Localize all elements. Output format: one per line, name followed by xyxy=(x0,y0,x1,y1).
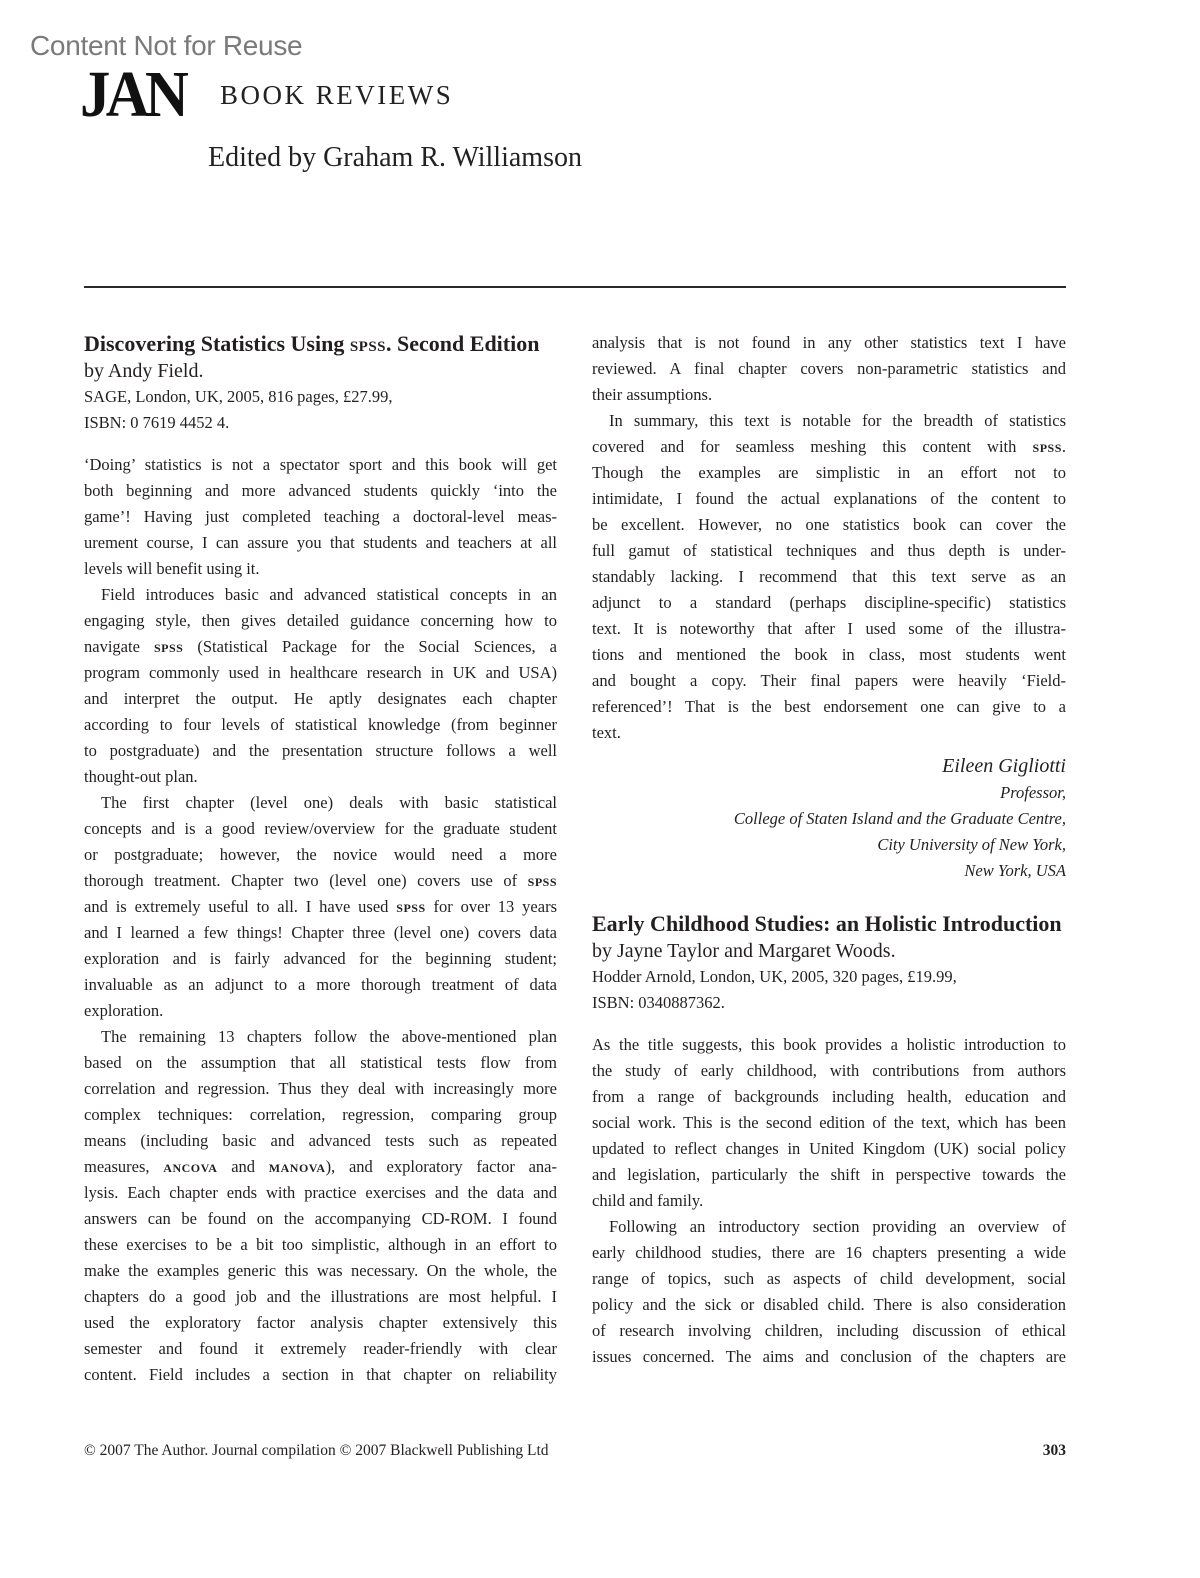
text-line: thorough treatment. Chapter two (level one) covers use of spss xyxy=(84,871,557,890)
text-line: answers can be found on the accompanying CD-ROM. I found xyxy=(84,1209,557,1228)
text-line: these exercises to be a bit too simplistic, although in an effort to xyxy=(84,1235,557,1254)
section-title: BOOK REVIEWS xyxy=(220,80,454,110)
text-line: The remaining 13 chapters follow the above-mentioned plan xyxy=(101,1027,557,1046)
acronym: spss xyxy=(527,871,557,890)
text-line: make the examples generic this was necessary. On the whole, the xyxy=(84,1261,557,1280)
text-line: lysis. Each chapter ends with practice exercises and the data and xyxy=(84,1183,557,1202)
review-body-left xyxy=(84,452,557,1388)
text-line: The first chapter (level one) deals with basic statistical xyxy=(101,793,557,812)
text-line: full gamut of statistical techniques and thus depth is under- xyxy=(592,541,1066,560)
text-line: or postgraduate; however, the novice would need a more xyxy=(84,845,557,864)
text-line: ‘Doing’ statistics is not a spectator sport and this book will get xyxy=(84,455,557,474)
text-line: correlation and regression. Thus they deal with increasingly more xyxy=(84,1079,557,1098)
acronym: spss xyxy=(153,637,184,656)
text-line: updated to reflect changes in United Kingdom (UK) social policy xyxy=(592,1139,1066,1158)
text-line: Following an introductory section providing an overview of xyxy=(609,1217,1066,1236)
text-line: policy and the sick or disabled child. There is also consideration xyxy=(592,1295,1066,1314)
text-line: measures, ancova and manova), and exploratory factor ana- xyxy=(84,1157,557,1176)
editor-credit: Edited by Graham R. Williamson xyxy=(208,142,582,173)
text-line: both beginning and more advanced students quickly ‘into the xyxy=(84,481,557,500)
text-line: be excellent. However, no one statistics book can cover the xyxy=(592,515,1066,534)
text-line: As the title suggests, this book provides a holistic introduction to xyxy=(592,1035,1066,1054)
text-line: issues concerned. The aims and conclusion of the chapters are xyxy=(592,1347,1066,1366)
text-line: based on the assumption that all statistical tests flow from xyxy=(84,1053,557,1072)
text-line: standably lacking. I recommend that this text serve as an xyxy=(592,567,1066,586)
review-body xyxy=(592,1032,1066,1370)
page-number: 303 xyxy=(1042,1442,1066,1459)
text-line: tions and mentioned the book in class, most students went xyxy=(592,645,1066,664)
text-line: analysis that is not found in any other statistics text I have xyxy=(592,333,1066,352)
text-line: levels will benefit using it. xyxy=(84,559,260,578)
isbn: ISBN: 0 7619 4452 4. xyxy=(84,413,230,432)
text-line: covered and for seamless meshing this content with spss. xyxy=(592,437,1066,456)
text-line: text. xyxy=(592,723,621,742)
text-line: chapters do a good job and the illustrations are most helpful. I xyxy=(84,1287,557,1306)
text-line: exploration. xyxy=(84,1001,164,1020)
text-line: Field introduces basic and advanced statistical concepts in an xyxy=(101,585,557,604)
publisher-info: SAGE, London, UK, 2005, 816 pages, £27.99, xyxy=(84,387,393,406)
reviewer-name: Eileen Gigliotti xyxy=(942,755,1066,777)
text-line: the study of early childhood, with contributions from authors xyxy=(592,1061,1066,1080)
header-divider xyxy=(84,286,1066,288)
text-line: early childhood studies, there are 16 chapters presenting a wide xyxy=(592,1243,1066,1262)
text-line: urement course, I can assure you that students and teachers at all xyxy=(84,533,557,552)
text-line: social work. This is the second edition of the text, which has been xyxy=(592,1113,1066,1132)
reviewer-affiliation-line: City University of New York, xyxy=(877,835,1066,854)
page-footer xyxy=(84,1442,1066,1460)
journal-logo: JAN xyxy=(80,58,185,131)
reviewer-affiliation-line: New York, USA xyxy=(964,861,1066,880)
text-line: to postgraduate) and the presentation structure follows a well xyxy=(84,741,557,760)
text-line: from a range of backgrounds including health, education and xyxy=(592,1087,1066,1106)
column-right xyxy=(592,330,1066,1370)
column-left xyxy=(84,330,557,1388)
text-line: referenced’! That is the best endorsement one can give to a xyxy=(592,697,1066,716)
review-2 xyxy=(592,910,1066,1370)
text-line: text. It is noteworthy that after I used some of the illustra- xyxy=(592,619,1066,638)
text-line: reviewed. A final chapter covers non-parametric statistics and xyxy=(592,359,1066,378)
text-line: engaging style, then gives detailed guidance concerning how to xyxy=(84,611,557,630)
text-line: game’! Having just completed teaching a doctoral-level meas- xyxy=(84,507,557,526)
text-line: thought-out plan. xyxy=(84,767,198,786)
text-line: and I learned a few things! Chapter three (level one) covers data xyxy=(84,923,557,942)
text-line: range of topics, such as aspects of child development, social xyxy=(592,1269,1066,1288)
review-title xyxy=(84,330,557,358)
reviewer-affiliation-line: Professor, xyxy=(1000,783,1066,802)
acronym: manova xyxy=(268,1157,326,1176)
text-line: and interpret the output. He aptly designates each chapter xyxy=(84,689,557,708)
copyright-notice: © 2007 The Author. Journal compilation © 2007 Blackwell Publishing Ltd xyxy=(84,1442,549,1459)
text-line: of research involving children, including discussion of ethical xyxy=(592,1321,1066,1340)
text-line: content. Field includes a section in that chapter on reliability xyxy=(84,1365,557,1384)
text-line: adjunct to a standard (perhaps discipline-specific) statistics xyxy=(592,593,1066,612)
text-line: semester and found it extremely reader-friendly with clear xyxy=(84,1339,557,1358)
title-text: Discovering Statistics Using xyxy=(84,331,350,356)
text-line: and legislation, particularly the shift in perspective towards the xyxy=(592,1165,1066,1184)
text-line: intimidate, I found the actual explanations of the content to xyxy=(592,489,1066,508)
reviewer-affiliation-line: College of Staten Island and the Graduate Centre, xyxy=(733,809,1066,828)
title-acronym: spss xyxy=(349,331,387,356)
acronym: spss xyxy=(1032,437,1062,456)
text-line: Though the examples are simplistic in an effort not to xyxy=(592,463,1066,482)
text-line: complex techniques: correlation, regression, comparing group xyxy=(84,1105,557,1124)
text-line: navigate spss (Statistical Package for the Social Sciences, a xyxy=(84,637,558,656)
title-text-suffix: . Second Edition xyxy=(386,331,540,356)
acronym: ancova xyxy=(163,1157,218,1176)
text-line: means (including basic and advanced tests such as repeated xyxy=(84,1131,557,1150)
reviewer-signature xyxy=(592,752,1066,884)
publisher-info: Hodder Arnold, London, UK, 2005, 320 pages, £19.99, xyxy=(592,967,957,986)
text-line: exploration and is fairly advanced for the beginning student; xyxy=(84,949,557,968)
text-line: and is extremely useful to all. I have used spss for over 13 years xyxy=(84,897,557,916)
text-line: child and family. xyxy=(592,1191,704,1210)
text-line: their assumptions. xyxy=(592,385,713,404)
text-line: and bought a copy. Their final papers were heavily ‘Field- xyxy=(592,671,1066,690)
watermark: Content Not for Reuse xyxy=(30,30,303,61)
text-line: concepts and is a good review/overview for the graduate student xyxy=(84,819,557,838)
isbn: ISBN: 0340887362. xyxy=(592,993,725,1012)
review-body-right xyxy=(592,330,1066,746)
acronym: spss xyxy=(396,897,426,916)
review-author: by Jayne Taylor and Margaret Woods. xyxy=(592,940,896,962)
text-line: program commonly used in healthcare research in UK and USA) xyxy=(84,663,557,682)
review-author: by Andy Field. xyxy=(84,360,204,382)
review-title: Early Childhood Studies: an Holistic Introduction xyxy=(592,911,1062,936)
text-line: invaluable as an adjunct to a more thorough treatment of data xyxy=(84,975,557,994)
text-line: In summary, this text is notable for the breadth of statistics xyxy=(609,411,1066,430)
text-line: according to four levels of statistical knowledge (from beginner xyxy=(84,715,557,734)
text-line: used the exploratory factor analysis chapter extensively this xyxy=(84,1313,557,1332)
